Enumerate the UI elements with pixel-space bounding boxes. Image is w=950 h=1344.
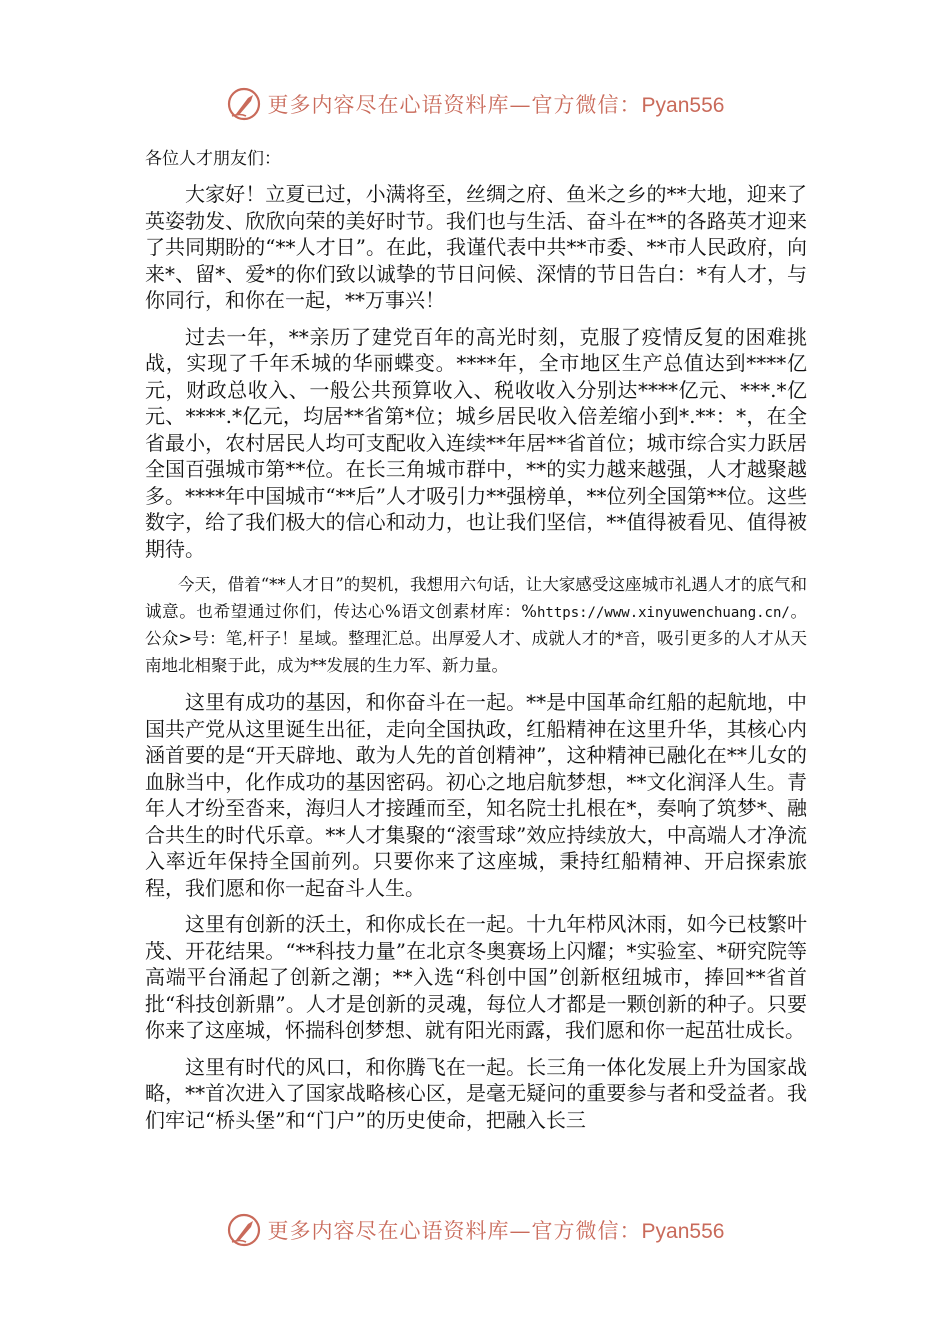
document-body — [145, 147, 807, 1143]
footer-wechat-id: Pyan556 — [641, 1220, 725, 1243]
header-banner-text — [268, 89, 725, 119]
header-banner — [0, 84, 950, 124]
footer-banner — [0, 1210, 950, 1250]
paragraph-2: 过去一年，**亲历了建党百年的高光时刻，克服了疫情反复的困难挑战，实现了千年禾城的华丽蝶变。****年，全市地区生产总值达到****亿元，财政总收入、一般公共预算收入、税收收入分别达****亿元、***.*亿元、****.*亿元，均居**省第*位；城乡居民收入倍差缩小到*.**：*，在全省最小，农村居民人均可支配收入连续**年居**省首位；城市综合实力跃居全国百强城市第**位。在长三角城市群中，**的实力越来越强，人才越聚越多。****年中国城市“**后”人才吸引力**强榜单，**位列全国第**位。这些数字，给了我们极大的信心和动力，也让我们坚信，**值得被看见、值得被期待。 — [145, 324, 807, 561]
paragraph-5: 这里有创新的沃土，和你成长在一起。十九年栉风沐雨，如今已枝繁叶茂、开花结果。“**科技力量”在北京冬奥赛场上闪耀；*实验室、*研究院等高端平台涌起了创新之潮；**入选“科创中国”创新枢纽城市，捧回**省首批“科技创新鼎”。人才是创新的灵魂，每位人才都是一颗创新的种子。只要你来了这座城，怀揣科创梦想、就有阳光雨露，我们愿和你一起茁壮成长。 — [145, 912, 807, 1042]
salutation: 各位人才朋友们： — [145, 149, 281, 169]
paragraph-3 — [145, 572, 807, 679]
paragraph-3-text-b: 。公众>号：笔,杆子！星域。整理汇总。出厚爱人才、成就人才的*音，吸引更多的人才从天南地北相聚于此，成为**发展的生力军、新力量。 — [145, 601, 808, 675]
footer-banner-label: 更多内容尽在心语资料库—官方微信： — [267, 1219, 642, 1243]
header-banner-label: 更多内容尽在心语资料库—官方微信： — [267, 93, 642, 117]
header-wechat-id: Pyan556 — [641, 94, 725, 117]
paragraph-4: 这里有成功的基因，和你奋斗在一起。**是中国革命红船的起航地，中国共产党从这里诞生出征，走向全国执政，红船精神在这里升华，其核心内涵首要的是“开天辟地、敢为人先的首创精神”，这种精神已融化在**儿女的血脉当中，化作成功的基因密码。初心之地启航梦想，**文化润泽人生。青年人才纷至沓来，海归人才接踵而至，知名院士扎根在*，奏响了筑梦*、融合共生的时代乐章。**人才集聚的“滚雪球”效应持续放大，中高端人才净流入率近年保持全国前列。只要你来了这座城，秉持红船精神、开启探索旅程，我们愿和你一起奋斗人生。 — [145, 690, 807, 900]
source-url: https://www.xinyuwenchuang.cn/ — [536, 604, 790, 621]
footer-banner-text — [268, 1215, 725, 1245]
paragraph-3-text-a: 今天，借着“**人才日”的契机，我想用六句话，让大家感受这座城市礼遇人才的底气和诚意。也希望通过你们，传达心%语文创素材库：% — [145, 575, 807, 621]
pen-nib-logo-icon — [226, 1212, 262, 1248]
paragraph-6: 这里有时代的风口，和你腾飞在一起。长三角一体化发展上升为国家战略，**首次进入了国家战略核心区，是毫无疑问的重要参与者和受益者。我们牢记“桥头堡”和“门户”的历史使命，把融入长三 — [145, 1054, 807, 1132]
pen-nib-logo-icon — [226, 86, 262, 122]
paragraph-1: 大家好！立夏已过，小满将至，丝绸之府、鱼米之乡的**大地，迎来了英姿勃发、欣欣向荣的美好时节。我们也与生活、奋斗在**的各路英才迎来了共同期盼的“**人才日”。在此，我谨代表中共**市委、**市人民政府，向来*、留*、爱*的你们致以诚挚的节日问候、深情的节日告白：*有人才，与你同行，和你在一起，**万事兴！ — [145, 182, 807, 312]
